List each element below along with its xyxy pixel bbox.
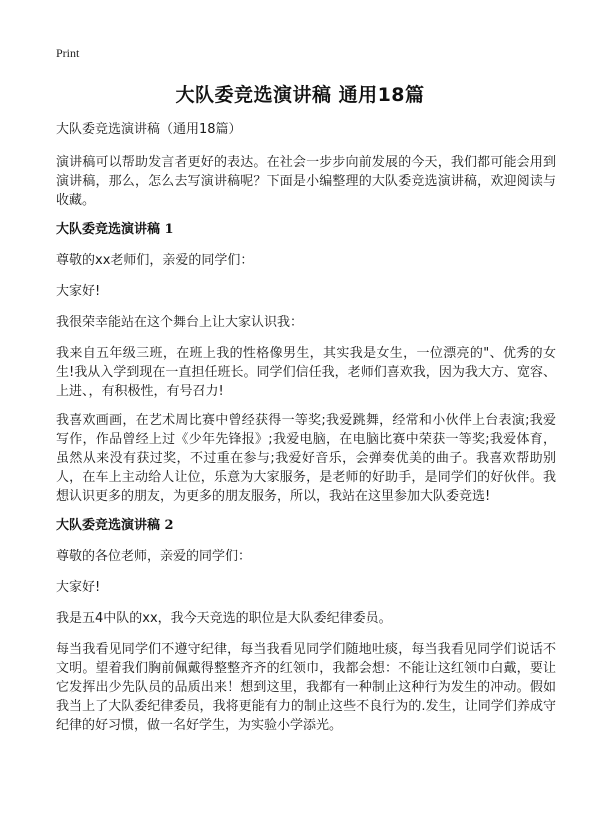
speech-2-paragraph-2: 每当我看见同学们不遵守纪律，每当我看见同学们随地吐痰，每当我看见同学们说话不文明。望着我们胸前佩戴得整整齐齐的红领巾，我都会想：不能让这红领巾白戴，要让它发挥出少先队员的品质出来！想到这里，我都有一种制止这种行为发生的冲动。假如我当上了大队委纪律委员，我将更能有力的制止这些不良行为的.发生，让同学们养成守纪律的好习惯，做一名好学生，为实验小学添光。 — [56, 642, 556, 733]
intro-paragraph: 演讲稿可以帮助发言者更好的表达。在社会一步步向前发展的今天，我们都可能会用到演讲稿，那么，怎么去写演讲稿呢？下面是小编整理的大队委竞选演讲稿，欢迎阅读与收藏。 — [56, 155, 556, 208]
speech-1-greeting: 尊敬的xx老师们，亲爱的同学们： — [56, 253, 254, 268]
speech-2-hello: 大家好! — [56, 580, 101, 595]
speech-2-paragraph-1: 我是五4中队的xx，我今天竞选的职位是大队委纪律委员。 — [56, 611, 392, 626]
document-body — [56, 120, 556, 745]
speech-2-heading: 大队委竞选演讲稿 2 — [56, 518, 174, 533]
print-link[interactable]: Print — [56, 46, 80, 60]
document-subtitle: 大队委竞选演讲稿（通用18篇） — [56, 122, 242, 137]
speech-1-heading: 大队委竞选演讲稿 1 — [56, 222, 174, 237]
speech-2-greeting: 尊敬的各位老师，亲爱的同学们： — [56, 549, 252, 564]
speech-1-paragraph-2: 我来自五年级三班，在班上我的性格像男生，其实我是女生，一位漂亮的"、优秀的女生!我从入学到现在一直担任班长。同学们信任我，老师们喜欢我，因为我大方、宽容、上进、，有积极性，有号召力! — [56, 346, 556, 399]
speech-1-hello: 大家好! — [56, 284, 101, 299]
speech-1-paragraph-1: 我很荣幸能站在这个舞台上让大家认识我： — [56, 315, 304, 330]
document-title: 大队委竞选演讲稿 通用18篇 — [175, 84, 425, 106]
speech-1-paragraph-3: 我喜欢画画，在艺术周比赛中曾经获得一等奖;我爱跳舞，经常和小伙伴上台表演;我爱写作，作品曾经上过《少年先锋报》;我爱电脑，在电脑比赛中荣获一等奖;我爱体育，虽然从来没有获过奖，不过重在参与;我爱好音乐，会弹奏优美的曲子。我喜欢帮助别人，在车上主动给人让位，乐意为大家服务，是老师的好助手，是同学们的好伙伴。我想认识更多的朋友，为更多的朋友服务，所以，我站在这里参加大队委竞选! — [56, 413, 556, 504]
